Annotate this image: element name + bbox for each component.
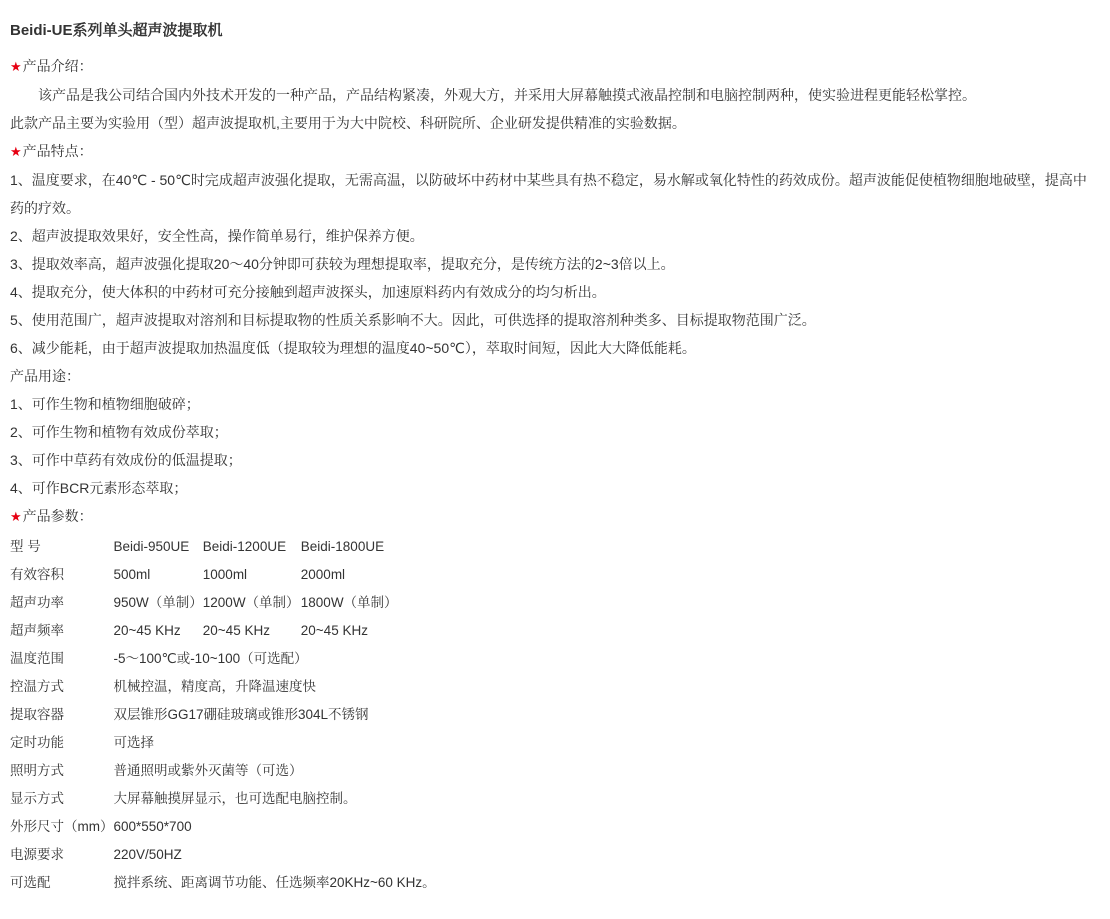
- star-icon: ★: [10, 59, 22, 74]
- star-icon: ★: [10, 509, 22, 524]
- feature-item: 6、减少能耗，由于超声波提取加热温度低（提取较为理想的温度40~50℃），萃取时间短，因此大大降低能耗。: [10, 340, 696, 356]
- spec-value: 双层锥形GG17硼硅玻璃或锥形304L不锈钢: [113, 707, 369, 722]
- spec-value: 950W（单制）: [113, 595, 203, 610]
- spec-value: 搅拌系统、距离调节功能、任选频率20KHz~60 KHz。: [113, 875, 436, 890]
- table-row: [10, 673, 436, 701]
- table-row: [10, 729, 436, 757]
- spec-value: 20~45 KHz: [300, 623, 368, 638]
- spec-label: 可选配: [10, 875, 51, 890]
- spec-value: Beidi-1800UE: [300, 539, 385, 554]
- section-heading-params: [10, 502, 1100, 531]
- spec-label: 有效容积: [10, 567, 64, 582]
- usage-item: 1、可作生物和植物细胞破碎；: [10, 396, 200, 412]
- feature-item: 2、超声波提取效果好，安全性高，操作简单易行，维护保养方便。: [10, 228, 424, 244]
- spec-value: 220V/50HZ: [113, 847, 182, 862]
- table-row: [10, 757, 436, 785]
- spec-value: 机械控温，精度高，升降温速度快: [113, 679, 316, 694]
- spec-label: 照明方式: [10, 763, 64, 778]
- section-heading-features-label: 产品特点：: [22, 143, 93, 159]
- table-row: [10, 533, 436, 561]
- spec-value: -5～100℃或-10~100（可选配）: [113, 651, 308, 666]
- spec-value: 1800W（单制）: [300, 595, 398, 610]
- page-title: Beidi-UE系列单头超声波提取机: [10, 22, 223, 39]
- spec-value: 500ml: [113, 567, 151, 582]
- spec-label: 超声频率: [10, 623, 64, 638]
- spec-label: 定时功能: [10, 735, 64, 750]
- spec-value: 可选择: [113, 735, 154, 750]
- spec-value: 普通照明或紫外灭菌等（可选）: [113, 763, 303, 778]
- spec-value: 2000ml: [300, 567, 346, 582]
- star-icon: ★: [10, 144, 22, 159]
- spec-value: 600*550*700: [113, 819, 192, 834]
- table-row: [10, 617, 436, 645]
- feature-item: 5、使用范围广，超声波提取对溶剂和目标提取物的性质关系影响不大。因此，可供选择的提取溶剂种类多、目标提取物范围广泛。: [10, 312, 816, 328]
- section-heading-intro-label: 产品介绍：: [22, 58, 93, 74]
- specifications-table: [10, 533, 436, 897]
- usage-item: 2、可作生物和植物有效成份萃取；: [10, 424, 228, 440]
- table-row: [10, 813, 436, 841]
- feature-item: 1、温度要求，在40℃ - 50℃时完成超声波强化提取，无需高温，以防破坏中药材中某些具有热不稳定，易水解或氧化特性的药效成份。超声波能促使植物细胞地破壁，提高中药的疗效。: [10, 172, 1087, 216]
- section-heading-features: [10, 137, 1100, 166]
- spec-label: 外形尺寸（mm）: [10, 819, 114, 834]
- table-row: [10, 561, 436, 589]
- spec-label: 提取容器: [10, 707, 64, 722]
- spec-label: 控温方式: [10, 679, 64, 694]
- spec-value: Beidi-950UE: [113, 539, 190, 554]
- table-row: [10, 589, 436, 617]
- spec-label: 超声功率: [10, 595, 64, 610]
- spec-value: 20~45 KHz: [113, 623, 181, 638]
- usage-item: 4、可作BCR元素形态萃取；: [10, 480, 188, 496]
- spec-value: 1000ml: [202, 567, 248, 582]
- table-row: [10, 645, 436, 673]
- table-row: [10, 869, 436, 897]
- spec-value: 20~45 KHz: [202, 623, 270, 638]
- spec-label: 电源要求: [10, 847, 64, 862]
- feature-item: 4、提取充分，使大体积的中药材可充分接触到超声波探头，加速原料药内有效成分的均匀析出。: [10, 284, 606, 300]
- spec-value: 大屏幕触摸屏显示，也可选配电脑控制。: [113, 791, 357, 806]
- feature-item: 3、提取效率高，超声波强化提取20～40分钟即可获较为理想提取率，提取充分，是传统方法的2~3倍以上。: [10, 256, 675, 272]
- spec-label: 温度范围: [10, 651, 64, 666]
- table-row: [10, 785, 436, 813]
- section-heading-intro: [10, 52, 1100, 81]
- spec-label: 型 号: [10, 539, 41, 554]
- section-heading-params-label: 产品参数：: [22, 508, 93, 524]
- intro-paragraph-1: 该产品是我公司结合国内外技术开发的一种产品，产品结构紧凑，外观大方，并采用大屏幕触摸式液晶控制和电脑控制两种，使实验进程更能轻松掌控。: [38, 87, 976, 103]
- usage-item: 3、可作中草药有效成份的低温提取；: [10, 452, 242, 468]
- spec-label: 显示方式: [10, 791, 64, 806]
- section-heading-usage: 产品用途：: [10, 368, 80, 384]
- spec-value: 1200W（单制）: [202, 595, 300, 610]
- intro-paragraph-2: 此款产品主要为实验用（型）超声波提取机,主要用于为大中院校、科研院所、企业研发提供精准的实验数据。: [10, 115, 686, 131]
- table-row: [10, 841, 436, 869]
- table-row: [10, 701, 436, 729]
- spec-value: Beidi-1200UE: [202, 539, 287, 554]
